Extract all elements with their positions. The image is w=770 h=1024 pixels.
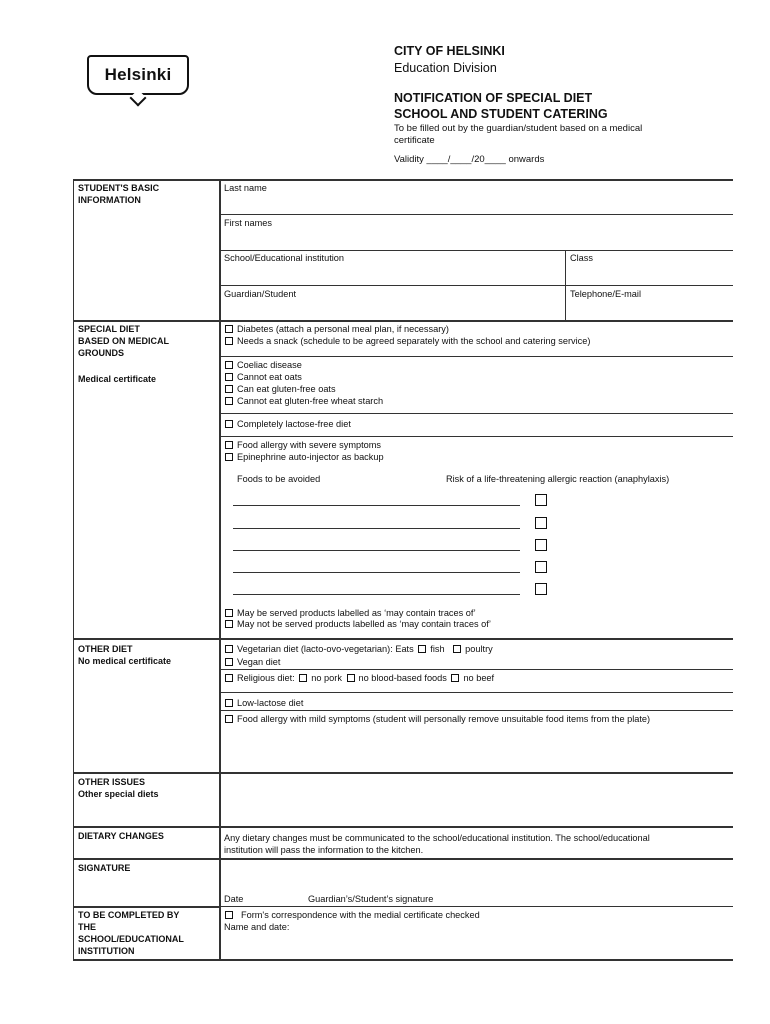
- checkbox[interactable]: [225, 715, 233, 723]
- checkbox[interactable]: [225, 658, 233, 666]
- food-avoided-line[interactable]: [233, 550, 520, 551]
- checkbox[interactable]: [225, 699, 233, 707]
- section-divider: [73, 858, 733, 860]
- section-divider: [73, 906, 219, 908]
- table-column-divider: [219, 179, 221, 960]
- correspondence-checked-option[interactable]: Form's correspondence with the medial certificate checked: [225, 909, 480, 921]
- row-divider: [219, 710, 733, 711]
- logo-text: Helsinki: [104, 65, 172, 84]
- other-issues-field[interactable]: [221, 774, 731, 824]
- guardian-field[interactable]: Guardian/Student: [224, 289, 297, 299]
- table-left-border: [73, 179, 74, 960]
- row-divider: [219, 250, 733, 251]
- division-name: Education Division: [394, 61, 497, 75]
- no-wheat-starch-option[interactable]: Cannot eat gluten-free wheat starch: [225, 395, 383, 407]
- food-avoided-line[interactable]: [233, 528, 520, 529]
- signature-underline: [219, 906, 733, 907]
- checkbox[interactable]: [225, 609, 233, 617]
- first-names-field[interactable]: First names: [224, 218, 272, 228]
- food-avoided-line[interactable]: [233, 594, 520, 595]
- poultry-checkbox[interactable]: [453, 645, 461, 653]
- last-name-field[interactable]: Last name: [224, 183, 267, 193]
- row-divider: [219, 356, 733, 357]
- instruction-line2: certificate: [394, 135, 435, 146]
- checkbox[interactable]: [225, 325, 233, 333]
- mild-allergy-option[interactable]: Food allergy with mild symptoms (student will personally remove unsuitable food items from the plate): [225, 713, 650, 725]
- form-title-line2: SCHOOL AND STUDENT CATERING: [394, 107, 608, 121]
- class-field[interactable]: Class: [570, 253, 593, 263]
- lactose-free-option[interactable]: Completely lactose-free diet: [225, 418, 351, 430]
- no-beef-checkbox[interactable]: [451, 674, 459, 682]
- checkbox[interactable]: [225, 361, 233, 369]
- fish-checkbox[interactable]: [418, 645, 426, 653]
- checkbox[interactable]: [225, 337, 233, 345]
- checkbox[interactable]: [225, 373, 233, 381]
- school-section-label: TO BE COMPLETED BY THE SCHOOL/EDUCATIONAL INSTITUTION: [78, 910, 184, 956]
- city-name: CITY OF HELSINKI: [394, 44, 505, 58]
- may-contain-yes-option[interactable]: May be served products labelled as ‘may contain traces of’: [225, 607, 476, 619]
- instruction-line1: To be filled out by the guardian/student based on a medical: [394, 123, 643, 134]
- checkbox[interactable]: [225, 674, 233, 682]
- school-field[interactable]: School/Educational institution: [224, 253, 345, 263]
- row-divider: [219, 285, 733, 286]
- other-issues-label: OTHER ISSUES Other special diets: [78, 777, 159, 799]
- checkbox[interactable]: [225, 620, 233, 628]
- section-divider: [73, 320, 733, 322]
- no-pork-checkbox[interactable]: [299, 674, 307, 682]
- vegan-option[interactable]: Vegan diet: [225, 656, 280, 668]
- anaphylaxis-risk-label: Risk of a life-threatening allergic reaction (anaphylaxis): [446, 474, 670, 484]
- anaphylaxis-checkbox[interactable]: [535, 494, 547, 506]
- form-title-line1: NOTIFICATION OF SPECIAL DIET: [394, 91, 593, 105]
- anaphylaxis-checkbox[interactable]: [535, 539, 547, 551]
- row-divider: [219, 669, 733, 670]
- dietary-changes-text: Any dietary changes must be communicated to the school/educational institution. The school/educational institution will pass the information to the kitchen.: [224, 833, 650, 855]
- food-avoided-line[interactable]: [233, 505, 520, 506]
- section-divider: [73, 638, 733, 640]
- food-avoided-line[interactable]: [233, 572, 520, 573]
- no-oats-option[interactable]: Cannot eat oats: [225, 371, 302, 383]
- foods-avoided-label: Foods to be avoided: [237, 474, 321, 484]
- checkbox[interactable]: [225, 645, 233, 653]
- row-divider: [219, 436, 733, 437]
- signature-label: SIGNATURE: [78, 863, 131, 873]
- date-field[interactable]: Date: [224, 894, 244, 904]
- medical-certificate-label: Medical certificate: [78, 374, 157, 384]
- row-divider: [219, 692, 733, 693]
- anaphylaxis-checkbox[interactable]: [535, 561, 547, 573]
- gf-oats-option[interactable]: Can eat gluten-free oats: [225, 383, 336, 395]
- dietary-changes-label: DIETARY CHANGES: [78, 831, 164, 841]
- checkbox[interactable]: [225, 385, 233, 393]
- section-divider: [73, 826, 733, 828]
- may-contain-no-option[interactable]: May not be served products labelled as ‘may contain traces of’: [225, 618, 491, 630]
- diabetes-option[interactable]: Diabetes (attach a personal meal plan, if necessary): [225, 323, 449, 335]
- table-bottom-border: [73, 959, 733, 961]
- religious-option[interactable]: Religious diet: no pork no blood-based foods no beef: [225, 672, 494, 684]
- signature-field[interactable]: Guardian’s/Student’s signature: [308, 894, 434, 904]
- checkbox[interactable]: [225, 911, 233, 919]
- snack-option[interactable]: Needs a snack (schedule to be agreed separately with the school and catering service): [225, 335, 590, 347]
- special-diet-label: SPECIAL DIET BASED ON MEDICAL GROUNDS: [78, 324, 170, 358]
- row-divider: [219, 413, 733, 414]
- checkbox[interactable]: [225, 441, 233, 449]
- row-divider: [219, 214, 733, 215]
- class-divider: [565, 250, 566, 320]
- validity-field[interactable]: Validity ____/____/20____ onwards: [394, 154, 545, 165]
- other-diet-label: OTHER DIET No medical certificate: [78, 644, 172, 666]
- epinephrine-option[interactable]: Epinephrine auto-injector as backup: [225, 451, 384, 463]
- low-lactose-option[interactable]: Low-lactose diet: [225, 697, 303, 709]
- anaphylaxis-checkbox[interactable]: [535, 583, 547, 595]
- table-top-border: [73, 179, 733, 181]
- anaphylaxis-checkbox[interactable]: [535, 517, 547, 529]
- coeliac-option[interactable]: Coeliac disease: [225, 359, 302, 371]
- name-and-date-field[interactable]: Name and date:: [224, 922, 290, 932]
- checkbox[interactable]: [225, 420, 233, 428]
- severe-allergy-option[interactable]: Food allergy with severe symptoms: [225, 439, 381, 451]
- basic-info-label: STUDENT'S BASIC INFORMATION: [78, 183, 160, 205]
- telephone-field[interactable]: Telephone/E-mail: [570, 289, 641, 299]
- vegetarian-option[interactable]: Vegetarian diet (lacto-ovo-vegetarian): Eats fish poultry: [225, 643, 493, 655]
- no-blood-checkbox[interactable]: [347, 674, 355, 682]
- checkbox[interactable]: [225, 453, 233, 461]
- checkbox[interactable]: [225, 397, 233, 405]
